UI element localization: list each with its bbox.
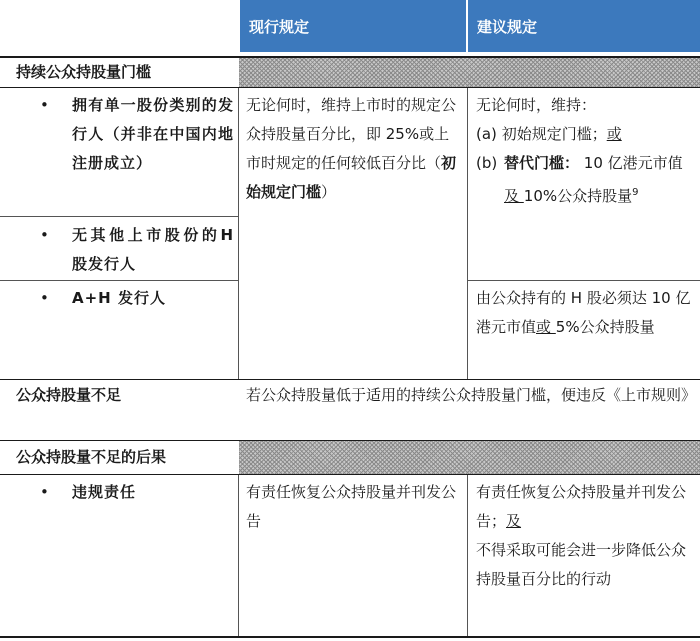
divider (467, 88, 468, 379)
bullet-icon: • (40, 483, 49, 501)
consequence-label: 违规责任 (72, 483, 137, 501)
bullet-icon: • (40, 226, 49, 244)
section-title-ongoing-threshold: 持续公众持股量门槛 (16, 63, 152, 81)
divider (238, 88, 239, 379)
header-proposed-rules: 建议规定 (468, 0, 700, 52)
hatched-fill (239, 441, 700, 474)
proposed-item-b-marker: (b) (476, 154, 498, 172)
divider (467, 475, 468, 636)
section-title-insufficient-float: 公众持股量不足 (16, 386, 122, 404)
hatched-fill (239, 58, 700, 87)
divider (0, 636, 700, 638)
divider (0, 379, 700, 380)
issuer-type-label: 无其他上市股份的H 股发行人 (72, 226, 234, 273)
current-rule-threshold: 无论何时，维持上市时的规定公众持股量百分比，即 25%或上市时规定的任何较低百分比（初始规定门槛） (246, 96, 457, 201)
proposed-item-a: (a) 初始规定门槛；或 (476, 125, 622, 143)
divider (0, 474, 700, 475)
divider (468, 280, 700, 281)
divider (0, 280, 238, 281)
divider (238, 475, 239, 636)
bullet-icon: • (40, 96, 49, 114)
proposed-rule-intro: 无论何时，维持： (476, 96, 597, 114)
issuer-type-label: 拥有单一股份类别的发行人（并非在中国内地注册成立） (72, 96, 234, 172)
proposed-consequence-extra: 不得采取可能会进一步降低公众持股量百分比的行动 (476, 541, 687, 588)
header-current-rules: 现行规定 (240, 0, 466, 52)
section-title-consequences: 公众持股量不足的后果 (16, 448, 167, 466)
insufficient-float-rule: 若公众持股量低于适用的持续公众持股量门槛，便违反《上市规则》 (246, 386, 697, 404)
proposed-item-b: 替代门槛： 10 亿港元市值及 10%公众持股量$^9$ (504, 154, 683, 205)
proposed-consequence: 有责任恢复公众持股量并刊发公告；及 (476, 483, 687, 530)
divider (0, 216, 238, 217)
issuer-type-label: A+H 发行人 (72, 289, 166, 307)
proposed-ah-threshold: 由公众持有的 H 股必须达 10 亿港元市值或 5%公众持股量 (476, 289, 691, 336)
divider (0, 87, 700, 88)
current-consequence: 有责任恢复公众持股量并刊发公告 (246, 483, 457, 530)
bullet-icon: • (40, 289, 49, 307)
